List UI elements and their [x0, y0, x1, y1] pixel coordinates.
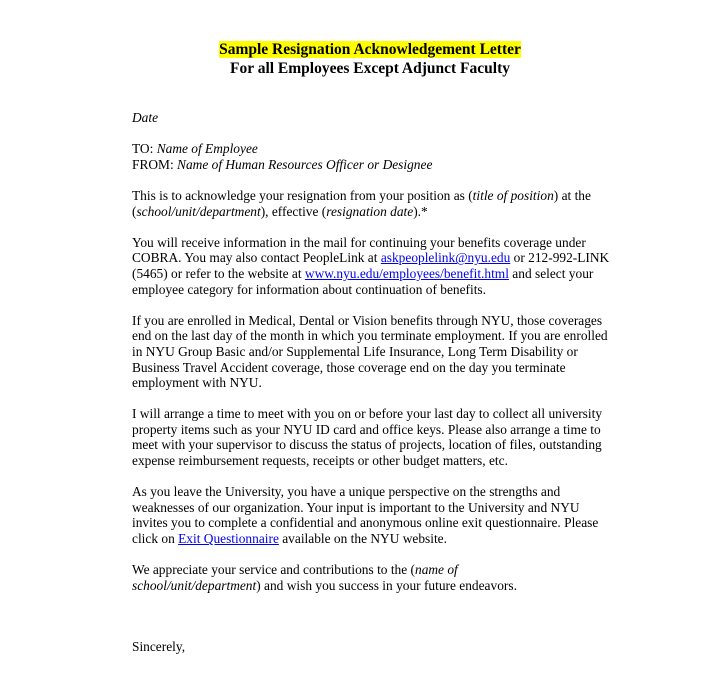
text: We appreciate your service and contributions to the (: [132, 562, 415, 578]
to-value: Name of Employee: [156, 141, 258, 157]
paragraph-line: expense reimbursement requests, receipts or other budget matters, etc.: [132, 453, 508, 469]
exit-questionnaire-link[interactable]: Exit Questionnaire: [178, 531, 279, 547]
closing: Sincerely,: [132, 639, 186, 655]
paragraph-meeting: [132, 406, 642, 468]
paragraph-coverage: [132, 313, 642, 391]
letter-title: Sample Resignation Acknowledgement Letter: [219, 41, 521, 58]
paragraph-line: [132, 188, 642, 204]
text: or 212-992-LINK: [510, 250, 610, 266]
paragraph-line: weaknesses of our organization. Your input is important to the University and NYU: [132, 499, 580, 515]
date-line: [132, 110, 642, 126]
paragraph-line: You will receive information in the mail for continuing your benefits coverage under: [132, 234, 586, 250]
date-placeholder: Date: [132, 110, 159, 125]
from-label: FROM:: [132, 156, 178, 172]
paragraph-line: [132, 562, 642, 578]
paragraph-line: meet with your supervisor to discuss the status of projects, location of files, outstanding: [132, 437, 602, 453]
paragraph-line: in NYU Group Basic and/or Supplemental Life Insurance, Long Term Disability or: [132, 343, 578, 359]
paragraph-line: If you are enrolled in Medical, Dental or Vision benefits through NYU, those coverages: [132, 312, 603, 328]
department-placeholder: school/unit/department: [132, 577, 257, 593]
text: This is to acknowledge your resignation from your position as (: [132, 187, 473, 203]
paragraph-exit-questionnaire: [132, 484, 642, 546]
paragraph-line: employment with NYU.: [132, 375, 262, 391]
text: ).*: [413, 203, 428, 219]
text: available on the NYU website.: [278, 531, 447, 547]
letter-body: [132, 110, 642, 655]
text: and select your: [508, 265, 594, 281]
paragraph-line: property items such as your NYU ID card and office keys. Please also arrange a time to: [132, 421, 601, 437]
email-link[interactable]: askpeoplelink@nyu.edu: [380, 250, 511, 266]
paragraph-appreciation: [132, 562, 642, 593]
paragraph-line: end on the last day of the month in which you terminate employment. If you are enrolled: [132, 328, 608, 344]
paragraph-line: [132, 266, 642, 282]
resignation-date-placeholder: resignation date: [326, 203, 414, 219]
text: ) and wish you success in your future endeavors.: [256, 577, 517, 593]
paragraph-line: [132, 531, 642, 547]
position-placeholder: title of position: [472, 187, 554, 203]
to-label: TO:: [132, 141, 157, 157]
benefits-website-link[interactable]: www.nyu.edu/employees/benefit.html: [304, 265, 509, 281]
letter-header: [0, 40, 720, 78]
paragraph-line: [132, 250, 642, 266]
text: ) at the: [553, 187, 591, 203]
text: click on: [132, 531, 179, 547]
text: ), effective (: [260, 203, 327, 219]
paragraph-line: Business Travel Accident coverage, those coverage end on the day you terminate: [132, 359, 566, 375]
from-value: Name of Human Resources Officer or Designee: [177, 156, 433, 172]
text: (5465) or refer to the website at: [132, 265, 305, 281]
paragraph-line: employee category for information about continuation of benefits.: [132, 281, 486, 297]
paragraph-line: [132, 204, 642, 220]
to-line: [132, 141, 642, 157]
department-placeholder: school/unit/department: [136, 203, 261, 219]
from-line: [132, 157, 642, 173]
paragraph-line: invites you to complete a confidential and anonymous online exit questionnaire. Please: [132, 515, 599, 531]
text: COBRA. You may also contact PeopleLink at: [132, 250, 381, 266]
paragraph-line: As you leave the University, you have a unique perspective on the strengths and: [132, 484, 561, 500]
paragraph-line: I will arrange a time to meet with you on or before your last day to collect all university: [132, 406, 603, 422]
text: (: [132, 203, 137, 219]
name-placeholder: name of: [415, 562, 458, 578]
paragraph-acknowledgement: [132, 188, 642, 219]
letter-subtitle: For all Employees Except Adjunct Faculty: [230, 60, 510, 77]
paragraph-benefits-info: [132, 235, 642, 297]
paragraph-line: [132, 578, 642, 594]
